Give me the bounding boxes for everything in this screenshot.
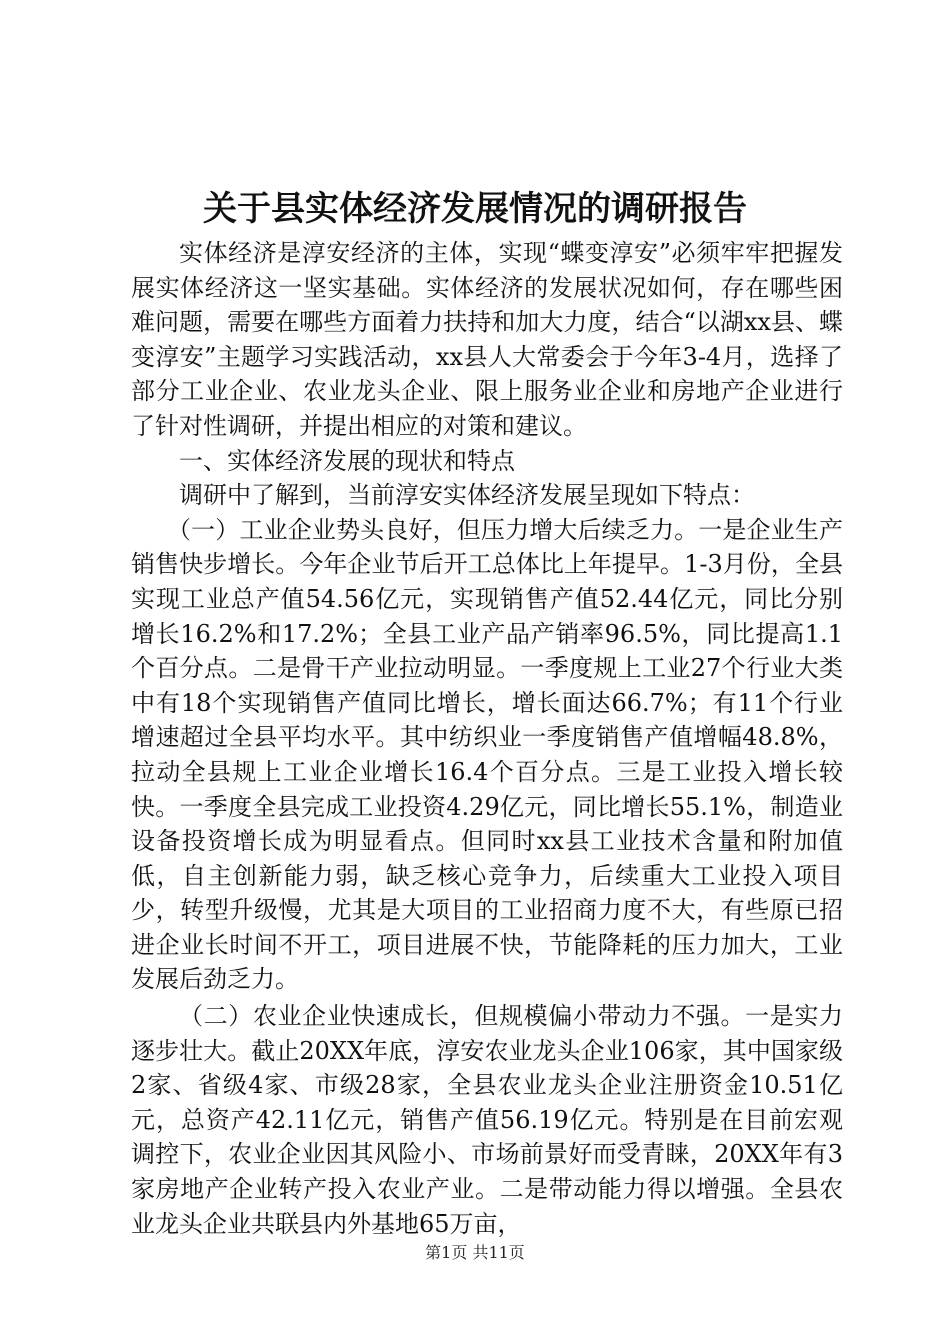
intro-paragraph: 实体经济是淳安经济的主体，实现“蝶变淳安”必须牢牢把握发展实体经济这一坚实基础。实体经济的发展状况如何，存在哪些困难问题，需要在哪些方面着力扶持和加大力度，结合“以湖xx县、蝶变淳安”主题学习实践活动，xx县人大常委会于今年3-4月，选择了部分工业企业、农业龙头企业、限上服务业企业和房地产企业进行了针对性调研，并提出相应的对策和建议。 <box>131 239 843 440</box>
agriculture-paragraph: （二）农业企业快速成长，但规模偏小带动力不强。一是实力逐步壮大。截止20XX年底，淳安农业龙头企业106家，其中国家级2家、省级4家、市级28家，全县农业龙头企业注册资金10.51亿元，总资产42.11亿元，销售产值56.19亿元。特别是在目前宏观调控下，农业企业因其风险小、市场前景好而受青睐，20XX年有3家房地产企业转产投入农业产业。二是带动能力得以增强。全县农业龙头企业共联县内外基地65万亩， <box>131 1002 843 1238</box>
document-body <box>131 236 843 1241</box>
section-lead-paragraph: 调研中了解到，当前淳安实体经济发展呈现如下特点： <box>179 481 755 510</box>
section-heading: 一、实体经济发展的现状和特点 <box>179 446 515 475</box>
document-title: 关于县实体经济发展情况的调研报告 <box>203 189 747 229</box>
industry-paragraph: （一）工业企业势头良好，但压力增大后续乏力。一是企业生产销售快步增长。今年企业节后开工总体比上年提早。1-3月份，全县实现工业总产值54.56亿元，实现销售产值52.44亿元，同比分别增长16.2%和17.2%；全县工业产品产销率96.5%，同比提高1.1个百分点。二是骨干产业拉动明显。一季度规上工业27个行业大类中有18个实现销售产值同比增长，增长面达66.7%；有11个行业增速超过全县平均水平。其中纺织业一季度销售产值增幅48.8%，拉动全县规上工业企业增长16.4个百分点。三是工业投入增长较快。一季度全县完成工业投资4.29亿元，同比增长55.1%，制造业设备投资增长成为明显看点。但同时xx县工业技术含量和附加值低，自主创新能力弱，缺乏核心竞争力，后续重大工业投入项目少，转型升级慢，尤其是大项目的工业招商力度不大，有些原已招进企业长时间不开工，项目进展不快，节能降耗的压力加大，工业发展后劲乏力。 <box>131 515 843 994</box>
page-number: 第1页 共11页 <box>425 1243 525 1262</box>
